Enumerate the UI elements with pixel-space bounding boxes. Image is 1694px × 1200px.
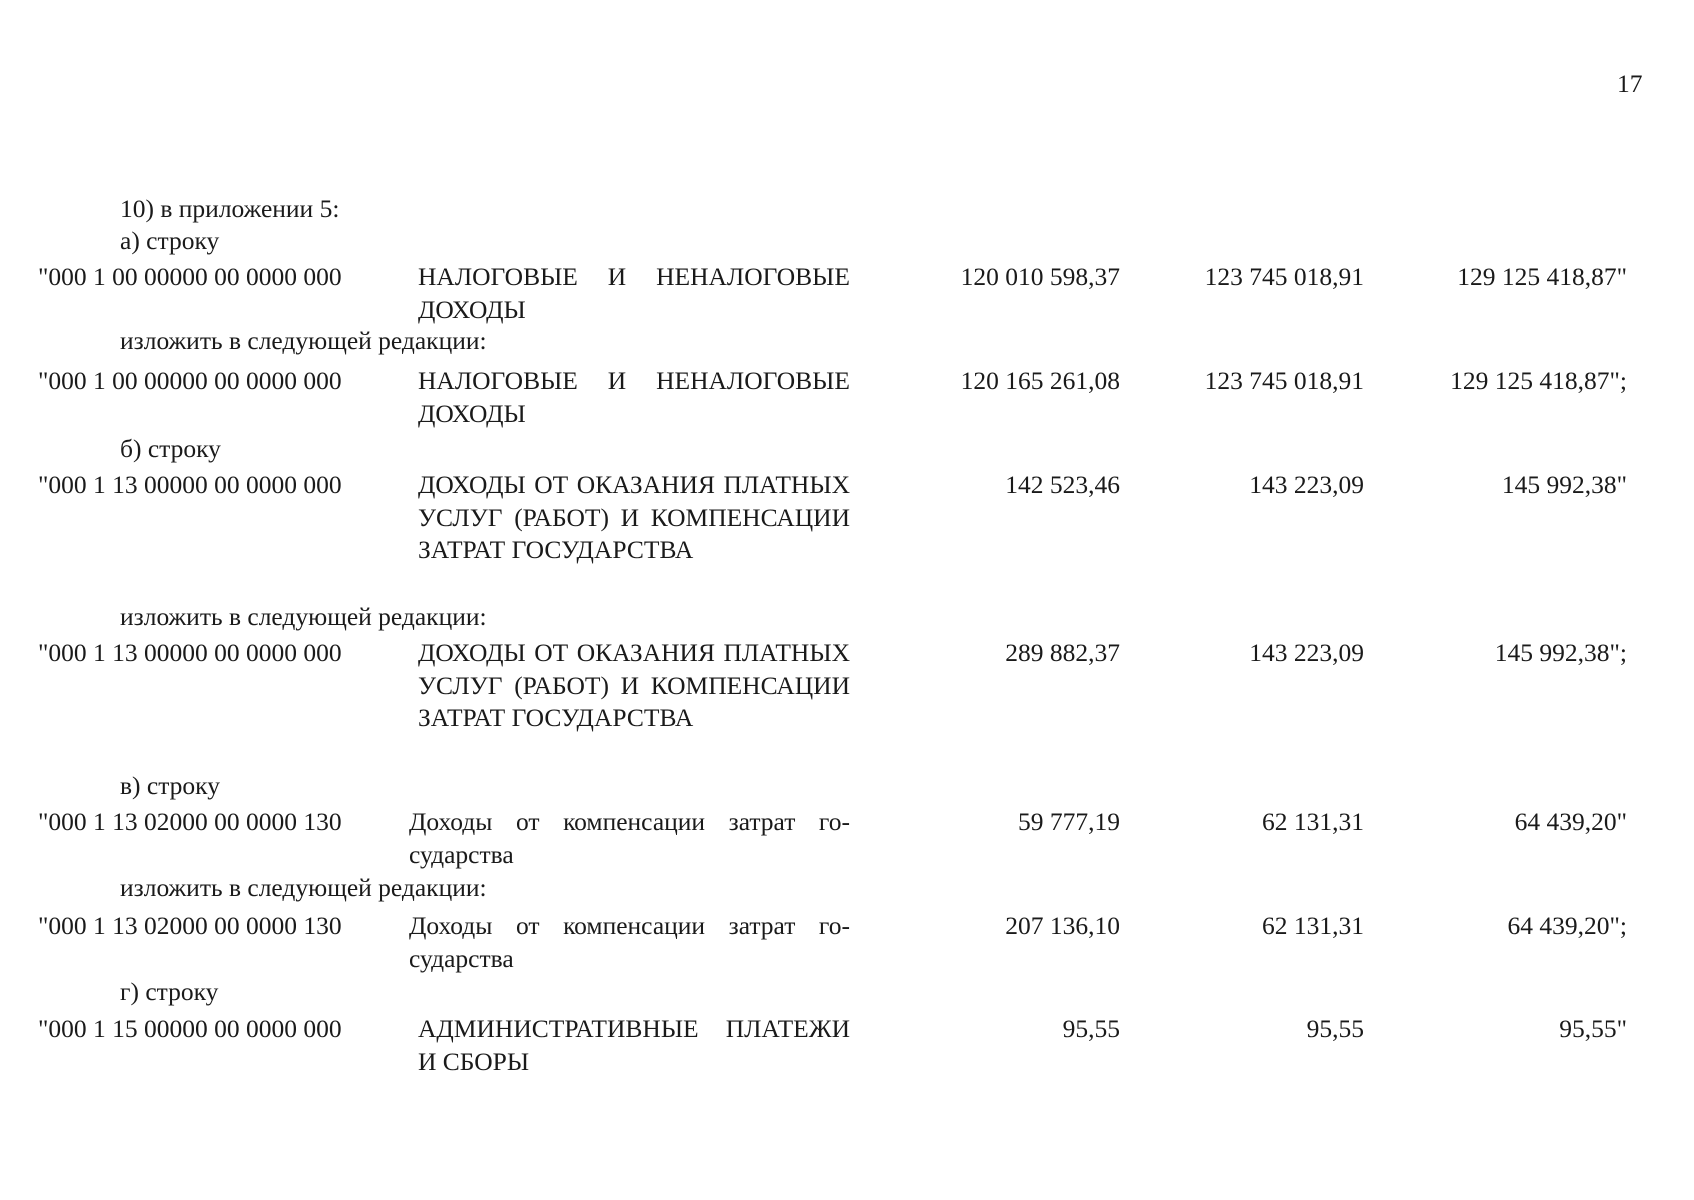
row-code: "000 1 13 02000 00 0000 130 [38,807,342,836]
row-value-1: 289 882,37 [1005,638,1120,667]
row-value-2: 62 131,31 [1262,911,1364,940]
block-b-label: б) строку [120,434,221,463]
row-value-3: 145 992,38"; [1494,638,1627,667]
replace-label: изложить в следующей редакции: [120,602,487,631]
row-value-3: 145 992,38" [1501,470,1627,499]
row-value-1: 59 777,19 [1018,807,1120,836]
row-name: Доходы от компенсации затрат государства [409,807,850,869]
replace-label: изложить в следующей редакции: [120,873,487,902]
row-value-2: 62 131,31 [1262,807,1364,836]
row-value-1: 95,55 [1062,1014,1120,1043]
row-value-3: 129 125 418,87"; [1450,366,1627,395]
row-value-3: 95,55" [1559,1014,1627,1043]
row-name: ДОХОДЫ ОТ ОКАЗАНИЯ ПЛАТНЫХ УСЛУГ (РАБОТ) И КОМПЕНСАЦИИ ЗАТРАТ ГОСУДАРСТВА [418,470,850,564]
row-name: НАЛОГОВЫЕ И НЕНАЛОГОВЫЕ ДОХОДЫ [418,366,850,428]
row-code: "000 1 13 02000 00 0000 130 [38,911,342,940]
row-value-3: 64 439,20"; [1507,911,1627,940]
block-v-label: в) строку [120,771,220,800]
row-value-1: 207 136,10 [1005,911,1120,940]
row-value-3: 64 439,20" [1514,807,1627,836]
row-value-1: 120 010 598,37 [960,262,1120,291]
row-code: "000 1 13 00000 00 0000 000 [38,638,342,667]
section-heading: 10) в приложении 5: [120,194,340,223]
replace-label: изложить в следующей редакции: [120,326,487,355]
row-value-2: 143 223,09 [1249,638,1364,667]
row-code: "000 1 00 00000 00 0000 000 [38,262,342,291]
row-code: "000 1 00 00000 00 0000 000 [38,366,342,395]
row-name: НАЛОГОВЫЕ И НЕНАЛОГОВЫЕ ДОХОДЫ [418,262,850,324]
row-code: "000 1 15 00000 00 0000 000 [38,1014,342,1043]
row-name: АДМИНИСТРАТИВНЫЕ ПЛАТЕЖИ И СБОРЫ [418,1014,850,1076]
row-name: Доходы от компенсации затрат государства [409,911,850,973]
row-value-1: 120 165 261,08 [960,366,1120,395]
row-value-3: 129 125 418,87" [1457,262,1627,291]
row-code: "000 1 13 00000 00 0000 000 [38,470,342,499]
row-value-2: 95,55 [1306,1014,1364,1043]
row-name: ДОХОДЫ ОТ ОКАЗАНИЯ ПЛАТНЫХ УСЛУГ (РАБОТ) И КОМПЕНСАЦИИ ЗАТРАТ ГОСУДАРСТВА [418,638,850,732]
row-value-2: 123 745 018,91 [1204,366,1364,395]
block-g-label: г) строку [120,977,219,1006]
block-a-label: а) строку [120,226,220,255]
row-value-1: 142 523,46 [1005,470,1120,499]
row-value-2: 143 223,09 [1249,470,1364,499]
page-number: 17 [1617,69,1643,98]
row-value-2: 123 745 018,91 [1204,262,1364,291]
